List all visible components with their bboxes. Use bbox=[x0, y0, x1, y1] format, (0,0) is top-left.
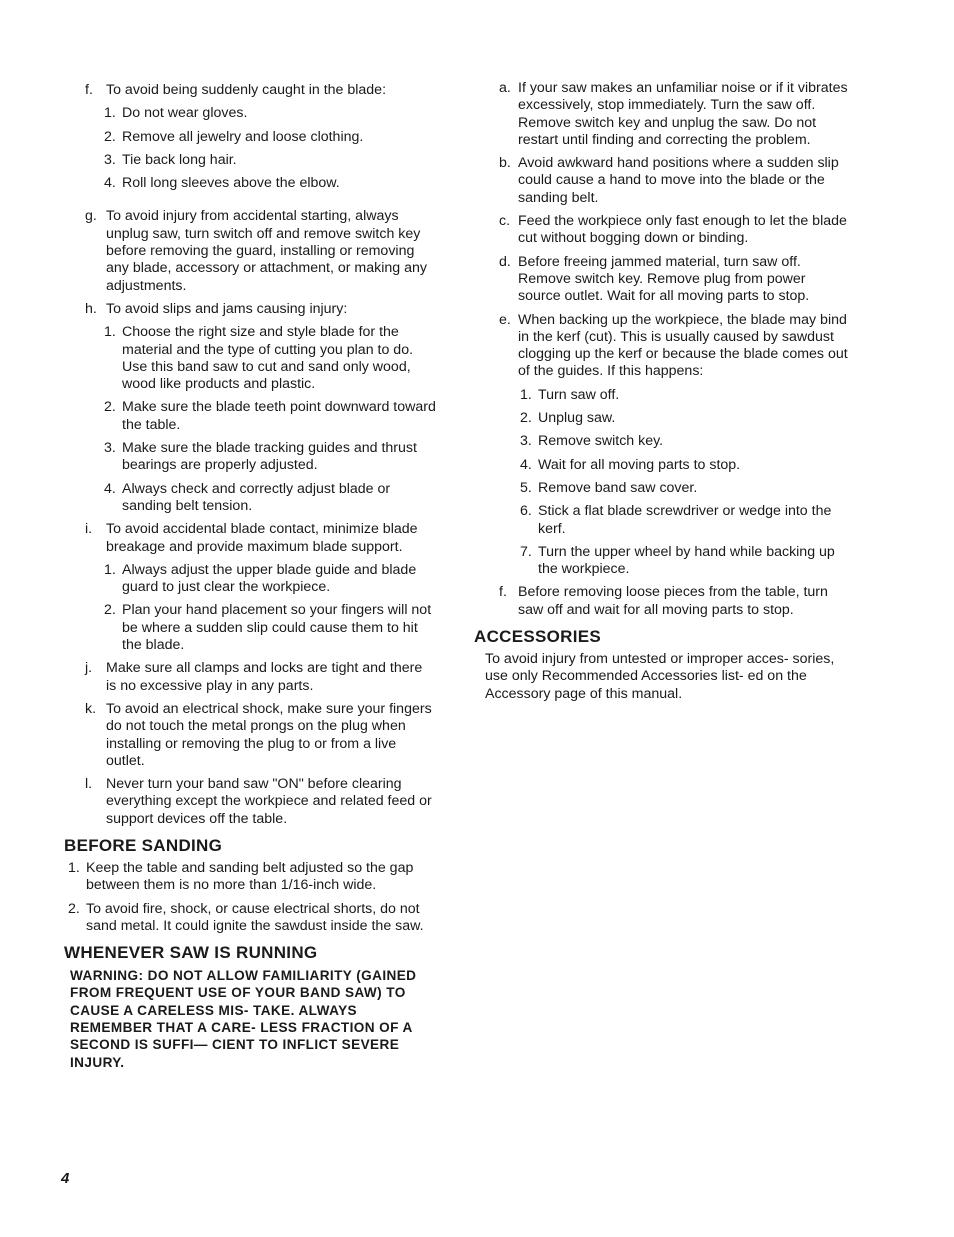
item-text: Before removing loose pieces from the table, turn saw off and wait for all moving parts to stop. bbox=[518, 584, 828, 618]
item-label: 3. bbox=[520, 433, 532, 450]
list-item bbox=[486, 457, 848, 474]
item-label: 4. bbox=[520, 456, 532, 473]
list-item bbox=[64, 105, 436, 122]
item-label: 1. bbox=[104, 561, 116, 578]
list-item bbox=[64, 860, 436, 895]
item-text: Always adjust the upper blade guide and blade guard to just clear the workpiece. bbox=[122, 561, 417, 596]
item-label: b. bbox=[499, 155, 511, 172]
warning-text: WARNING: DO NOT ALLOW FAMILIARITY (GAINED FROM FREQUENT USE OF YOUR BAND SAW) TO CAUSE A CARELESS MIS- TAKE. ALWAYS REMEMBER THAT A CARE- LESS FRACTION OF A SECOND IS SUFFI— CIENT TO INFLICT SEVERE INJURY. bbox=[70, 968, 417, 1070]
item-text: Plan your hand placement so your fingers will not be where a sudden slip could cause them to hit the blade. bbox=[122, 602, 432, 654]
list-item bbox=[64, 481, 436, 516]
list-item bbox=[64, 175, 436, 192]
item-label: 2. bbox=[68, 900, 80, 917]
list-item bbox=[486, 433, 848, 450]
item-text: To avoid fire, shock, or cause electrical shorts, do not sand metal. It could ignite the sawdust inside the saw. bbox=[86, 900, 424, 934]
item-label: 6. bbox=[520, 503, 532, 520]
list-item bbox=[64, 602, 436, 654]
item-text: Stick a flat blade screwdriver or wedge into the kerf. bbox=[538, 503, 832, 537]
item-label: 3. bbox=[104, 151, 116, 168]
item-text: To avoid accidental blade contact, minimize blade breakage and provide maximum blade support. bbox=[106, 521, 418, 555]
page-number: 4 bbox=[61, 1170, 70, 1187]
instruction-d bbox=[486, 254, 848, 306]
item-text: Keep the table and sanding belt adjusted so the gap between them is no more than 1/16-inch wide. bbox=[86, 859, 414, 894]
item-label: 4. bbox=[104, 175, 116, 192]
item-text: To avoid injury from accidental starting, always unplug saw, turn switch off and remove switch key before removing the guard, installing or removing any blade, accessory or attachment, or making any adjustments. bbox=[106, 208, 427, 294]
list-item bbox=[64, 129, 436, 146]
item-text: Avoid awkward hand positions where a sudden slip could cause a hand to move into the blade or the sanding belt. bbox=[518, 155, 839, 206]
item-label: f. bbox=[499, 584, 507, 601]
instruction-h bbox=[64, 301, 436, 318]
item-label: 4. bbox=[104, 480, 116, 497]
item-label: f. bbox=[85, 82, 93, 98]
item-label: a. bbox=[499, 80, 511, 96]
instruction-c bbox=[486, 213, 848, 248]
item-text: Remove band saw cover. bbox=[538, 479, 698, 496]
item-text: Remove switch key. bbox=[538, 433, 664, 450]
item-label: 2. bbox=[104, 128, 116, 145]
item-text: Unplug saw. bbox=[538, 410, 616, 427]
item-label: 7. bbox=[520, 543, 532, 560]
accessories-text: To avoid injury from untested or improper acces- sories, use only Recommended Accessories list- ed on the Accessory page of this manual. bbox=[485, 651, 835, 702]
item-label: 2. bbox=[520, 410, 532, 427]
item-text: When backing up the workpiece, the blade may bind in the kerf (cut). This is usually caused by sawdust clogging up the kerf or because the blade comes out of the guides. If this happens: bbox=[518, 311, 848, 380]
instruction-f-right bbox=[486, 584, 848, 619]
item-label: 1. bbox=[104, 324, 116, 341]
item-label: d. bbox=[499, 253, 511, 270]
instruction-e bbox=[486, 312, 848, 381]
item-label: j. bbox=[85, 660, 93, 677]
item-text: Make sure the blade teeth point downward toward the table. bbox=[122, 399, 436, 433]
item-label: g. bbox=[85, 208, 97, 225]
item-label: 1. bbox=[68, 859, 80, 876]
list-item bbox=[486, 410, 848, 427]
instruction-f bbox=[64, 82, 436, 99]
item-label: 1. bbox=[520, 386, 532, 403]
list-item bbox=[64, 901, 436, 936]
right-column bbox=[474, 80, 848, 703]
instruction-j bbox=[64, 660, 436, 695]
instruction-b bbox=[486, 155, 848, 207]
before-sanding-heading: BEFORE SANDING bbox=[64, 835, 223, 855]
item-text: Always check and correctly adjust blade or sanding belt tension. bbox=[122, 480, 391, 514]
item-label: 3. bbox=[104, 440, 116, 457]
item-text: Before freeing jammed material, turn saw off. Remove switch key. Remove plug from power source outlet. Wait for all moving parts to stop. bbox=[518, 253, 810, 305]
list-item bbox=[486, 544, 848, 579]
item-label: k. bbox=[85, 700, 97, 717]
item-text: To avoid being suddenly caught in the blade: bbox=[106, 82, 387, 98]
item-label: 5. bbox=[520, 479, 532, 496]
list-item bbox=[64, 440, 436, 475]
list-item bbox=[64, 399, 436, 434]
instruction-a bbox=[486, 80, 848, 149]
item-text: To avoid an electrical shock, make sure your fingers do not touch the metal prongs on the plug when installing or removing the plug to or from a live outlet. bbox=[106, 700, 432, 769]
item-text: Turn saw off. bbox=[538, 386, 620, 403]
instruction-k bbox=[64, 701, 436, 770]
item-label: 1. bbox=[104, 105, 116, 122]
item-text: Never turn your band saw "ON" before clearing everything except the workpiece and related feed or support devices off the table. bbox=[106, 776, 432, 827]
item-label: 2. bbox=[104, 602, 116, 619]
item-text: Roll long sleeves above the elbow. bbox=[122, 175, 340, 192]
item-text: If your saw makes an unfamiliar noise or if it vibrates excessively, stop immediately. Turn the saw off. Remove switch key and unplug the saw. Do not restart until finding and correcting the problem. bbox=[518, 80, 848, 148]
instruction-i bbox=[64, 521, 436, 556]
item-text: Do not wear gloves. bbox=[122, 105, 248, 122]
item-text: Tie back long hair. bbox=[122, 151, 237, 168]
list-item bbox=[64, 152, 436, 169]
item-text: Turn the upper wheel by hand while backing up the workpiece. bbox=[538, 543, 835, 578]
item-label: e. bbox=[499, 311, 511, 328]
item-label: h. bbox=[85, 300, 97, 317]
item-label: l. bbox=[85, 776, 93, 793]
item-text: Make sure all clamps and locks are tight and there is no excessive play in any parts. bbox=[106, 660, 423, 694]
item-label: i. bbox=[85, 521, 93, 538]
item-text: Feed the workpiece only fast enough to let the blade cut without bogging down or binding. bbox=[518, 213, 847, 247]
item-text: To avoid slips and jams causing injury: bbox=[106, 300, 348, 317]
item-text: Choose the right size and style blade for the material and the type of cutting you plan to do. Use this band saw to cut and sand only wood, wood like products and plastic. bbox=[122, 324, 414, 393]
list-item bbox=[64, 324, 436, 393]
list-item bbox=[486, 387, 848, 404]
list-item bbox=[64, 562, 436, 597]
instruction-g bbox=[64, 208, 436, 294]
instruction-l bbox=[64, 776, 436, 828]
left-column bbox=[64, 82, 436, 1071]
accessories-heading: ACCESSORIES bbox=[474, 627, 602, 647]
item-text: Remove all jewelry and loose clothing. bbox=[122, 128, 364, 145]
item-text: Make sure the blade tracking guides and thrust bearings are properly adjusted. bbox=[122, 440, 417, 474]
item-label: c. bbox=[499, 213, 511, 230]
list-item bbox=[486, 480, 848, 497]
whenever-running-heading: WHENEVER SAW IS RUNNING bbox=[64, 943, 318, 963]
item-label: 2. bbox=[104, 399, 116, 416]
item-text: Wait for all moving parts to stop. bbox=[538, 456, 741, 473]
list-item bbox=[486, 503, 848, 538]
